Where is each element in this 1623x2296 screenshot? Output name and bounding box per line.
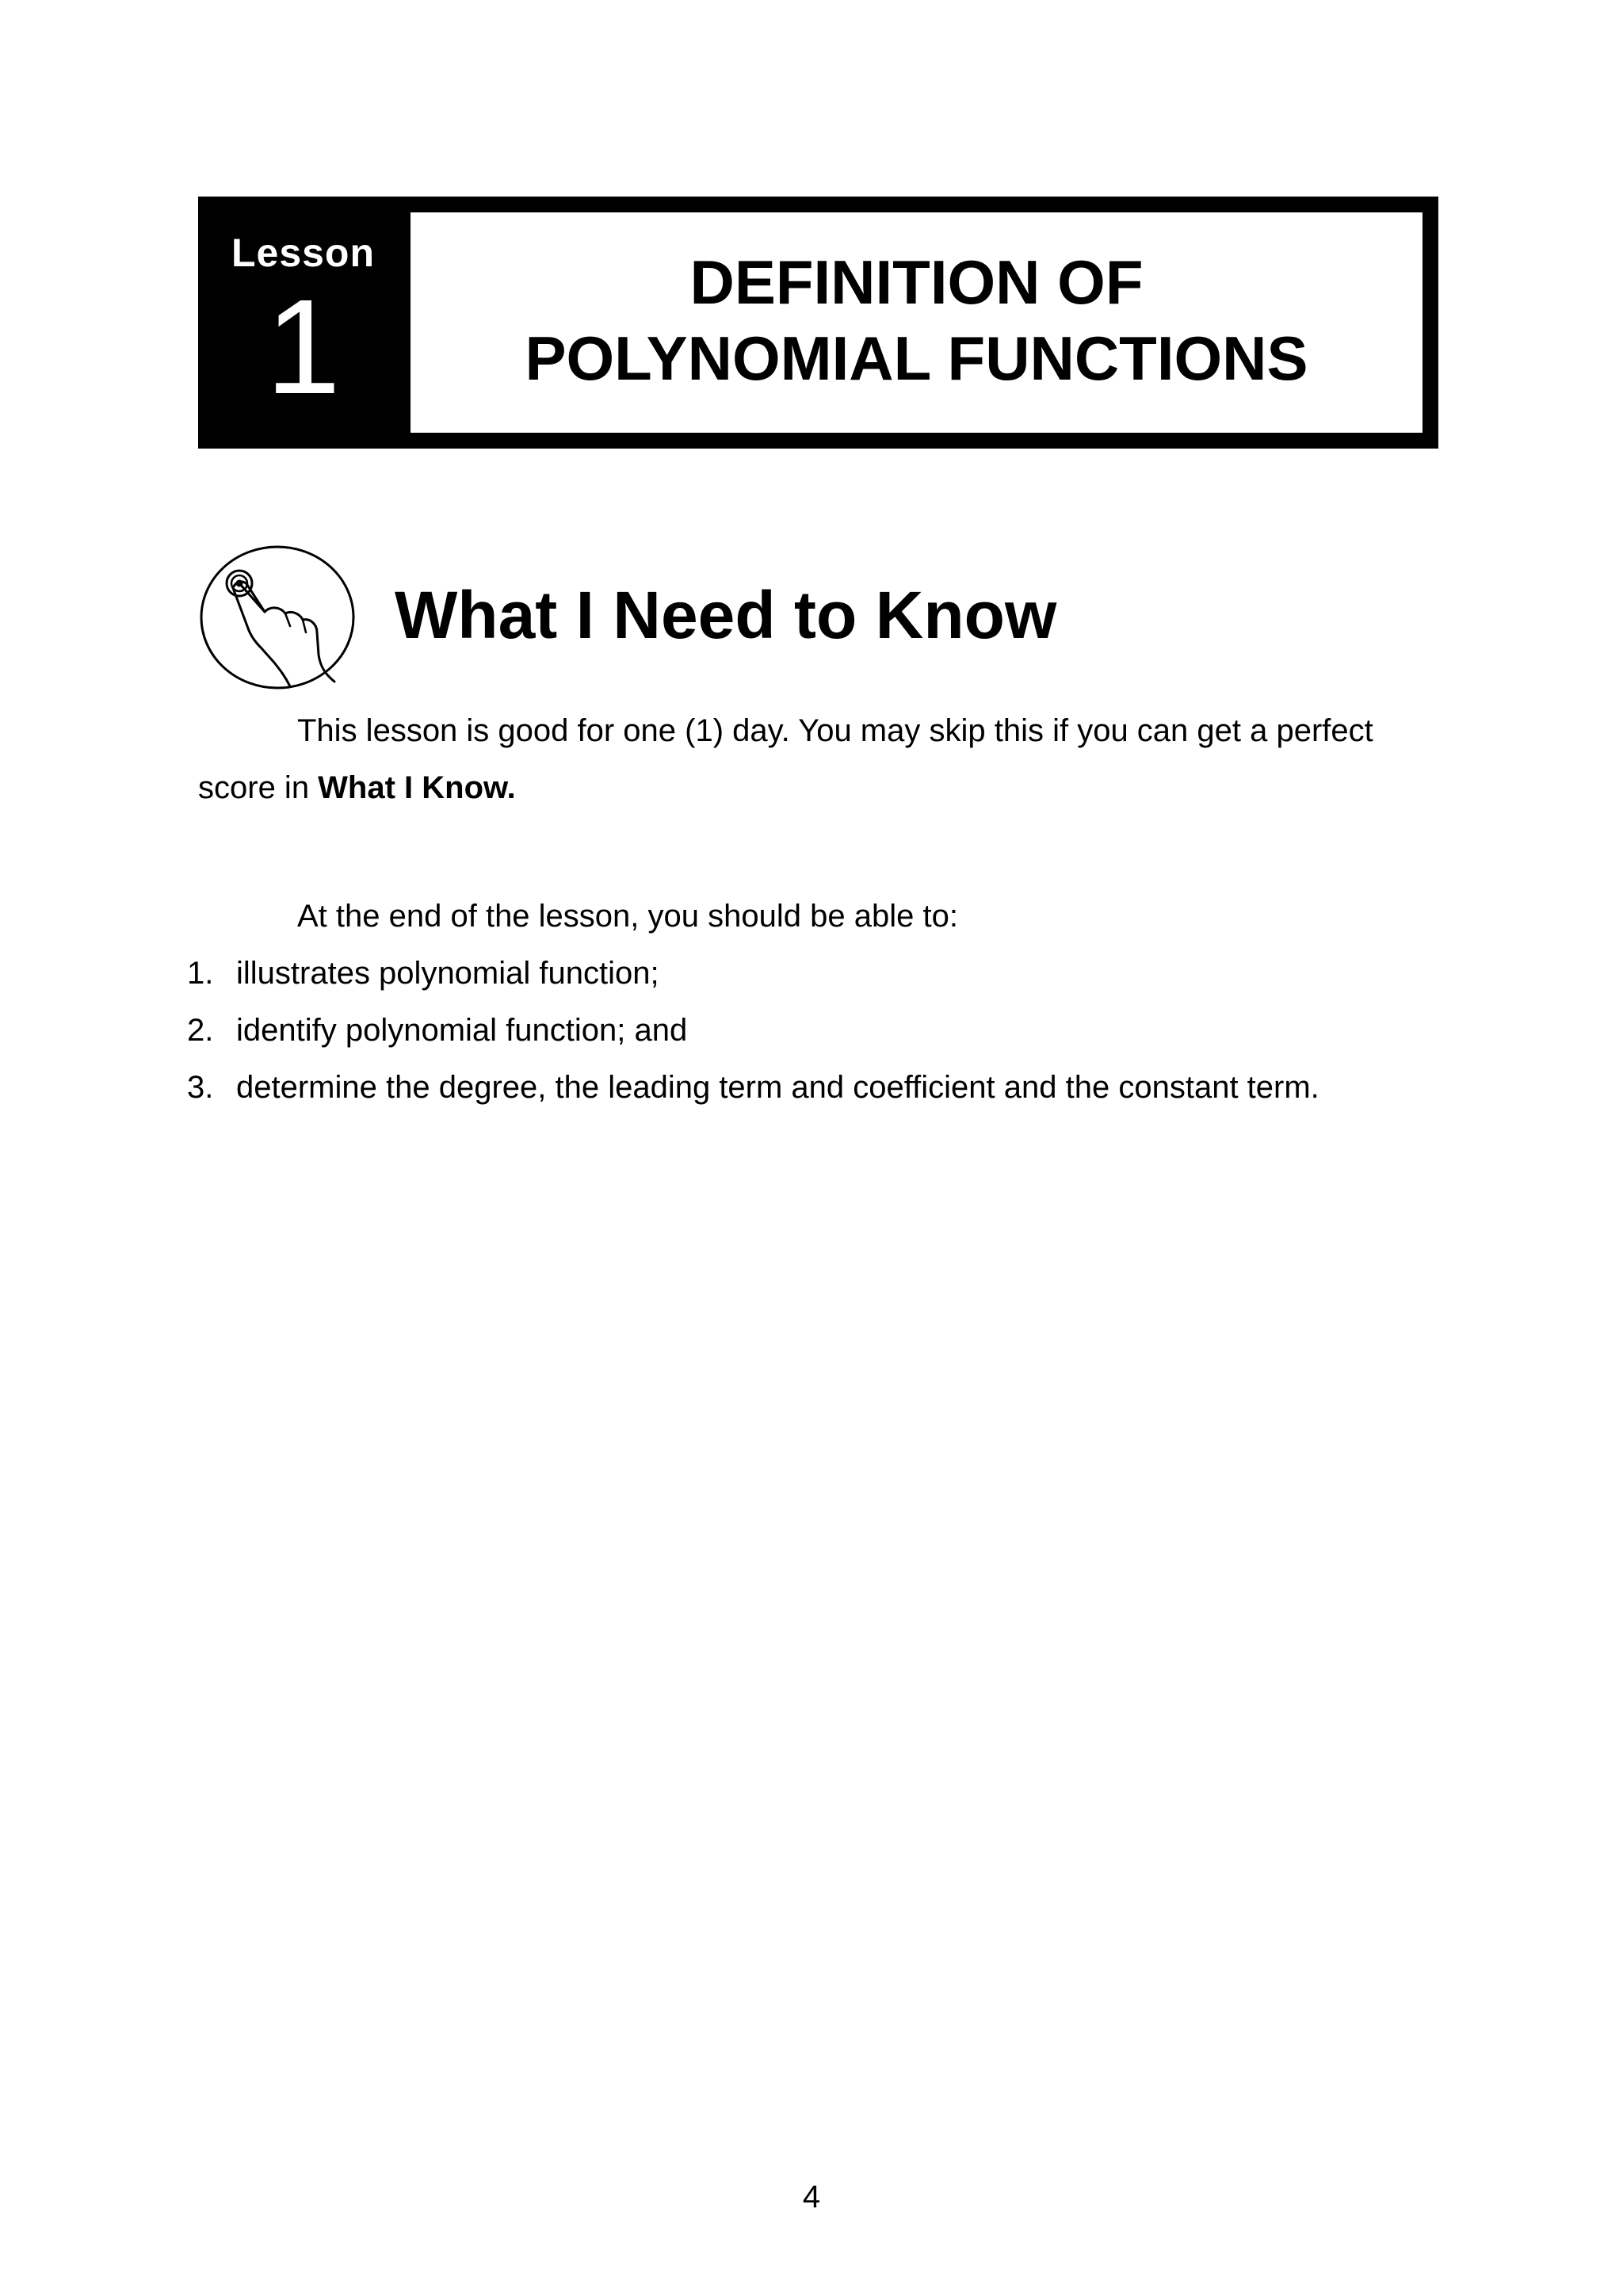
page-number: 4 bbox=[802, 2179, 821, 2214]
lesson-number: 1 bbox=[265, 272, 341, 422]
objectives-list bbox=[187, 945, 1319, 1116]
list-item-text: illustrates polynomial function; bbox=[236, 956, 659, 991]
lesson-title-line-1: DEFINITION OF bbox=[689, 247, 1144, 317]
pointing-hand-icon bbox=[198, 544, 357, 691]
lesson-tab bbox=[198, 197, 408, 449]
objectives-lead: At the end of the lesson, you should be able to: bbox=[297, 899, 958, 934]
lesson-title-line-2: POLYNOMIAL FUNCTIONS bbox=[525, 323, 1308, 393]
list-item bbox=[187, 1059, 1319, 1116]
lesson-title-box bbox=[411, 212, 1423, 433]
intro-line-2-prefix: score in bbox=[198, 770, 319, 805]
list-item-text: identify polynomial function; and bbox=[236, 1013, 688, 1048]
section-heading: What I Need to Know bbox=[395, 578, 1057, 652]
list-item-number: 3. bbox=[187, 1070, 214, 1105]
list-item bbox=[187, 945, 1319, 1002]
list-item-number: 1. bbox=[187, 956, 214, 991]
intro-line-2-bold: What I Know. bbox=[318, 770, 516, 805]
intro-line-2 bbox=[198, 759, 516, 816]
list-item bbox=[187, 1002, 1319, 1059]
lesson-title bbox=[411, 244, 1423, 396]
list-item-number: 2. bbox=[187, 1013, 214, 1048]
intro-line-1: This lesson is good for one (1) day. You may skip this if you can get a perfect bbox=[297, 713, 1373, 748]
list-item-text: determine the degree, the leading term and coefficient and the constant term. bbox=[236, 1070, 1319, 1105]
lesson-banner bbox=[198, 197, 1438, 449]
lesson-label: Lesson bbox=[231, 231, 376, 275]
